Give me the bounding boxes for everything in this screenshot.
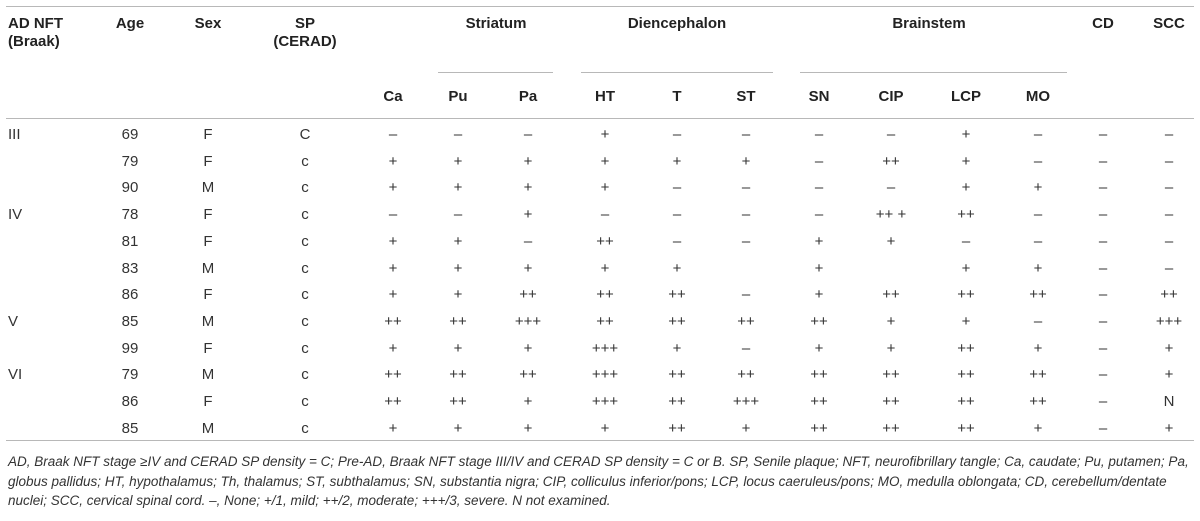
cell-st: – (741, 286, 751, 304)
cell-pu: + (453, 339, 463, 357)
cell-pa: + (523, 152, 533, 170)
cell-sn: – (814, 126, 824, 143)
header-ad-nft: AD NFT (8, 15, 63, 32)
cell-pu: – (453, 206, 463, 224)
cell-scc: – (1164, 152, 1174, 170)
cell-t: ++ (668, 366, 686, 384)
cell-sex: F (203, 152, 213, 170)
cell-ca: + (388, 419, 398, 437)
cell-pa: ++ (519, 286, 537, 304)
cell-cd: – (1098, 419, 1108, 437)
header-sp: SP (294, 15, 316, 32)
cell-sn: ++ (810, 366, 828, 384)
header-sn: SN (808, 88, 830, 105)
cell-cd: – (1098, 286, 1108, 304)
cell-mo: – (1033, 312, 1043, 330)
cell-sn: – (814, 152, 824, 170)
cell-sn: + (814, 339, 824, 357)
header-pa: Pa (518, 88, 538, 105)
cell-sn: – (814, 179, 824, 197)
cell-lcp: ++ (957, 419, 975, 437)
cell-ca: ++ (384, 366, 402, 384)
cell-mo: ++ (1029, 393, 1047, 410)
cell-sp: C (299, 126, 311, 143)
cell-pa: +++ (514, 312, 542, 330)
cell-sp: c (301, 366, 309, 384)
cell-stage: VI (8, 366, 23, 384)
cell-ca: + (388, 339, 398, 357)
cell-t: ++ (668, 419, 686, 437)
header-cip: CIP (878, 88, 904, 105)
cell-scc: +++ (1155, 312, 1183, 330)
cell-st: +++ (732, 393, 760, 410)
cell-lcp: + (961, 179, 971, 197)
cell-sp: c (301, 152, 309, 170)
cell-age: 81 (121, 232, 139, 250)
cell-sn: + (814, 232, 824, 250)
cell-st: ++ (737, 366, 755, 384)
header-sp-sub: (CERAD) (273, 33, 337, 50)
cell-pu: + (453, 286, 463, 304)
cell-pa: ++ (519, 366, 537, 384)
header-scc: SCC (1153, 15, 1185, 32)
cell-ca: + (388, 179, 398, 197)
cell-st: – (741, 179, 751, 197)
header-sex: Sex (194, 15, 222, 32)
cell-ht: + (600, 126, 610, 143)
cell-ht: + (600, 419, 610, 437)
cell-age: 99 (121, 339, 139, 357)
cell-cd: – (1098, 152, 1108, 170)
cell-cd: – (1098, 126, 1108, 143)
cell-age: 86 (121, 286, 139, 304)
cell-t: ++ (668, 393, 686, 410)
header-age: Age (115, 15, 145, 32)
cell-mo: + (1033, 339, 1043, 357)
cell-age: 85 (121, 419, 139, 437)
cell-sp: c (301, 286, 309, 304)
cell-ca: + (388, 232, 398, 250)
cell-ht: ++ (596, 286, 614, 304)
cell-cip: + (886, 312, 896, 330)
cell-st: – (741, 339, 751, 357)
cell-mo: – (1033, 206, 1043, 224)
cell-sex: M (201, 259, 215, 277)
cell-cd: – (1098, 179, 1108, 197)
cell-scc: ++ (1160, 286, 1178, 304)
cell-pa: + (523, 393, 533, 410)
cell-scc: + (1164, 339, 1174, 357)
cell-sex: M (201, 312, 215, 330)
cell-cd: – (1098, 312, 1108, 330)
header-ad-nft-sub: (Braak) (8, 33, 60, 50)
cell-t: + (672, 339, 682, 357)
cell-lcp: + (961, 152, 971, 170)
cell-pa: + (523, 259, 533, 277)
cell-mo: + (1033, 179, 1043, 197)
cell-st: ++ (737, 312, 755, 330)
cell-mo: ++ (1029, 286, 1047, 304)
cell-ca: + (388, 259, 398, 277)
cell-ht: ++ (596, 312, 614, 330)
cell-pu: – (453, 126, 463, 143)
cell-ht: + (600, 179, 610, 197)
cell-cd: – (1098, 232, 1108, 250)
cell-t: ++ (668, 286, 686, 304)
cell-age: 85 (121, 312, 139, 330)
cell-ca: – (388, 126, 398, 143)
cell-ca: ++ (384, 312, 402, 330)
header-t: T (672, 88, 682, 105)
cell-sex: M (201, 179, 215, 197)
cell-cip: + (886, 232, 896, 250)
cell-ht: ++ (596, 232, 614, 250)
cell-sp: c (301, 393, 309, 410)
table-footnote: AD, Braak NFT stage ≥IV and CERAD SP density = C; Pre-AD, Braak NFT stage III/IV and CERAD SP density = C or B. SP, Senile plaque; NFT, neurofibrillary tangle; Ca, caudate; Pu, putamen; Pa, globus pallidus; HT, hypothalamus; Th, thalamus; ST, subthalamus; SN, substantia nigra; CIP, colliculus inferior/pons; LCP, locus caeruleus/pons; MO, medulla oblongata; CD, cerebellum/dentate nuclei; SCC, cervical spinal cord. –, None; +/1, mild; ++/2, moderate; +++/3, severe. N not examined. (8, 454, 1189, 508)
cell-lcp: ++ (957, 286, 975, 304)
cell-lcp: ++ (957, 206, 975, 224)
cell-cip: – (886, 179, 896, 197)
cell-age: 69 (121, 126, 139, 143)
cell-sex: F (203, 232, 213, 250)
header-diencephalon: Diencephalon (627, 15, 727, 32)
header-mo: MO (1025, 88, 1051, 105)
header-pu: Pu (448, 88, 468, 105)
cell-sn: ++ (810, 419, 828, 437)
header-ht: HT (595, 88, 615, 105)
cell-sex: M (201, 366, 215, 384)
cell-stage: V (8, 312, 19, 330)
header-cd: CD (1092, 15, 1114, 32)
cell-st: + (741, 419, 751, 437)
cell-sex: F (203, 126, 213, 143)
cell-st: – (741, 232, 751, 250)
cell-sn: ++ (810, 393, 828, 410)
cell-st: – (741, 206, 751, 224)
cell-sp: c (301, 419, 309, 437)
header-lcp: LCP (951, 88, 981, 105)
cell-ca: ++ (384, 393, 402, 410)
cell-scc: – (1164, 179, 1174, 197)
cell-pa: + (523, 339, 533, 357)
cell-cd: – (1098, 339, 1108, 357)
cell-scc: – (1164, 232, 1174, 250)
cell-age: 90 (121, 179, 139, 197)
cell-scc: + (1164, 366, 1174, 384)
cell-mo: + (1033, 419, 1043, 437)
cell-cd: – (1098, 206, 1108, 224)
cell-t: – (672, 206, 682, 224)
cell-ht: +++ (591, 393, 619, 410)
cell-st: + (741, 152, 751, 170)
cell-lcp: – (961, 232, 971, 250)
cell-scc: N (1163, 393, 1175, 410)
cell-mo: + (1033, 259, 1043, 277)
cell-cd: – (1098, 366, 1108, 384)
cell-age: 78 (121, 206, 139, 224)
cell-ca: – (388, 206, 398, 224)
cell-age: 86 (121, 393, 139, 410)
cell-ht: – (600, 206, 610, 224)
cell-age: 79 (121, 366, 139, 384)
cell-stage: IV (8, 206, 23, 224)
cell-t: + (672, 259, 682, 277)
cell-scc: – (1164, 206, 1174, 224)
striatum-group-rule (438, 72, 553, 73)
cell-sp: c (301, 179, 309, 197)
header-bottom-rule (6, 118, 1194, 119)
cell-cd: – (1098, 259, 1108, 277)
cell-pu: + (453, 232, 463, 250)
cell-t: ++ (668, 312, 686, 330)
cell-mo: – (1033, 152, 1043, 170)
cell-pu: + (453, 152, 463, 170)
cell-sex: F (203, 206, 213, 224)
cell-cip: ++ (882, 366, 900, 384)
cell-sex: F (203, 393, 213, 410)
cell-t: – (672, 232, 682, 250)
cell-scc: – (1164, 126, 1174, 143)
cell-cip: ++ (882, 393, 900, 410)
table-bottom-rule (6, 440, 1194, 441)
cell-ht: +++ (591, 366, 619, 384)
cell-sn: – (814, 206, 824, 224)
cell-sex: F (203, 339, 213, 357)
cell-pu: + (453, 419, 463, 437)
cell-cip: ++ (882, 152, 900, 170)
diencephalon-group-rule (581, 72, 773, 73)
cell-ht: + (600, 152, 610, 170)
table-top-rule (6, 6, 1194, 7)
cell-scc: – (1164, 259, 1174, 277)
cell-cd: – (1098, 393, 1108, 410)
cell-sex: F (203, 286, 213, 304)
cell-pa: + (523, 206, 533, 224)
cell-cip: + (886, 339, 896, 357)
cell-ht: +++ (591, 339, 619, 357)
cell-sn: + (814, 286, 824, 304)
cell-cip: ++ (882, 419, 900, 437)
header-striatum: Striatum (465, 15, 527, 32)
cell-lcp: + (961, 126, 971, 143)
cell-mo: – (1033, 232, 1043, 250)
cell-lcp: ++ (957, 366, 975, 384)
cell-pu: ++ (449, 366, 467, 384)
cell-sn: ++ (810, 312, 828, 330)
cell-pu: ++ (449, 312, 467, 330)
cell-pu: + (453, 179, 463, 197)
header-ca: Ca (383, 88, 403, 105)
cell-cip: ++ + (875, 206, 907, 224)
cell-pa: – (523, 232, 533, 250)
cell-pu: + (453, 259, 463, 277)
cell-stage: III (8, 126, 21, 143)
cell-pa: – (523, 126, 533, 143)
cell-t: – (672, 179, 682, 197)
cell-lcp: ++ (957, 339, 975, 357)
header-st: ST (736, 88, 756, 105)
cell-ca: + (388, 286, 398, 304)
cell-lcp: ++ (957, 393, 975, 410)
cell-lcp: + (961, 312, 971, 330)
cell-sp: c (301, 339, 309, 357)
cell-pa: + (523, 419, 533, 437)
cell-ht: + (600, 259, 610, 277)
cell-st: – (741, 126, 751, 143)
cell-lcp: + (961, 259, 971, 277)
brainstem-group-rule (800, 72, 1067, 73)
cell-sp: c (301, 206, 309, 224)
cell-pa: + (523, 179, 533, 197)
cell-sex: M (201, 419, 215, 437)
cell-ca: + (388, 152, 398, 170)
cell-sp: c (301, 232, 309, 250)
cell-pu: ++ (449, 393, 467, 410)
cell-mo: ++ (1029, 366, 1047, 384)
cell-t: + (672, 152, 682, 170)
cell-mo: – (1033, 126, 1043, 143)
cell-t: – (672, 126, 682, 143)
header-brainstem: Brainstem (892, 15, 966, 32)
cell-cip: – (886, 126, 896, 143)
cell-sp: c (301, 312, 309, 330)
cell-age: 83 (121, 259, 139, 277)
cell-sn: + (814, 259, 824, 277)
cell-sp: c (301, 259, 309, 277)
cell-cip: ++ (882, 286, 900, 304)
cell-age: 79 (121, 152, 139, 170)
cell-scc: + (1164, 419, 1174, 437)
